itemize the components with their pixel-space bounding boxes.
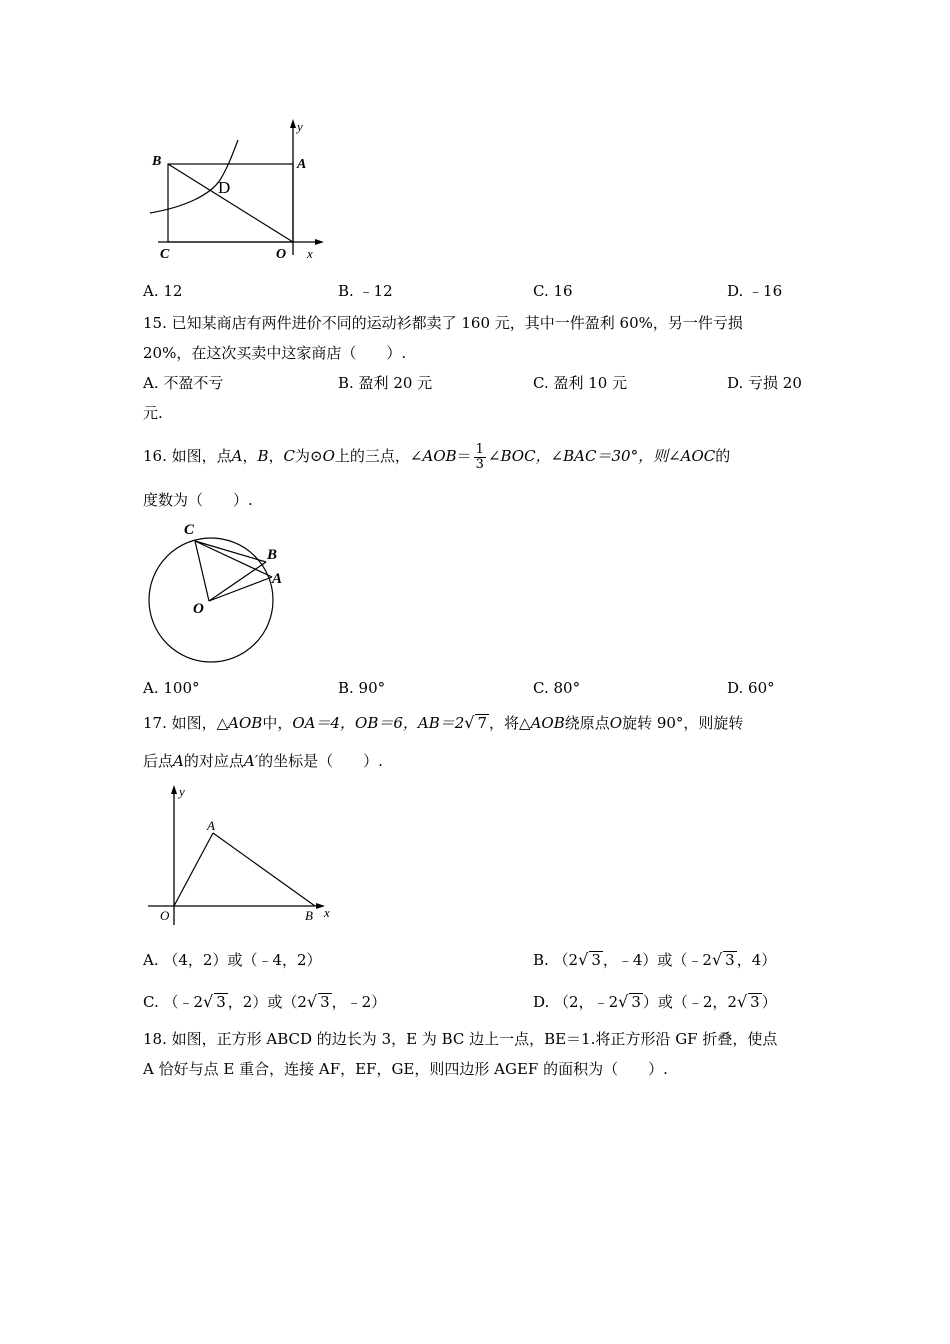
q17-text-a: 中， [262,714,293,732]
q16-prefix: 16. 如图，点 [143,447,232,465]
q18-stem-line2: A 恰好与点 E 重合，连接 AF，EF，GE，则四边形 AGEF 的面积为（ ）. [143,1060,668,1078]
q16-boc: ∠BOC，∠BAC＝30°，则∠AOC [487,447,716,465]
q14-label-O: O [276,247,287,262]
q17-option-b-r2: 3 [725,951,735,969]
q17-radical-sign: √ [464,713,475,732]
q14-option-d: D. ﹣16 [727,282,783,300]
q15-option-c: C. 盈利 10 元 [533,374,628,392]
q17-option-d-rad1: √ [618,992,629,1011]
q15-option-b: B. 盈利 20 元 [338,374,433,392]
q16-label-A: A [272,571,283,587]
q17-text-c: 绕原点 [564,714,610,732]
q14-label-B: B [152,154,162,169]
q16-option-b: B. 90° [338,679,386,697]
q14-label-A: A [297,157,307,172]
q17-option-b-r1: 3 [591,951,601,969]
q17-option-c-rad2: √ [306,992,318,1011]
q17-option-d-rad2: √ [736,992,748,1011]
q16-circle-o: O [322,447,335,465]
q16-stem-line1 [143,440,730,472]
q17-figure [140,780,340,930]
q17-label-x: x [324,905,330,920]
q17-aob2: AOB [530,714,565,732]
q17-option-c [143,992,386,1012]
q17-point-a-prime: A′ [243,752,259,770]
q14-label-x: x [307,246,313,261]
q16-label-C: C [184,522,195,538]
q16-label-B: B [267,547,278,563]
q16-fraction [474,443,486,472]
q17-label-B: B [305,908,313,923]
q14-option-a: A. 12 [143,282,183,300]
q17-line2-c: 的坐标是（ ）. [258,752,383,770]
q16-suffix: 的 [715,447,731,465]
q16-figure [140,515,290,670]
q15-option-a: A. 不盈不亏 [143,374,224,392]
q16-aob: AOB [422,447,457,465]
q17-stem-line1 [143,713,743,733]
q14-label-y: y [297,119,303,134]
q17-label-A: A [207,818,215,833]
q18-stem-line1: 18. 如图，正方形 ABCD 的边长为 3，E 为 BC 边上一点，BE＝1.将正方形沿 GF 折叠，使点 [143,1030,778,1048]
q17-stem-line2 [143,751,383,771]
q17-lengths: OA＝4，OB＝6，AB＝2 [292,714,465,732]
q17-text-b: ，将△ [489,714,531,732]
q17-radicand: 7 [477,714,488,732]
q17-option-b-rad2: √ [711,950,723,969]
q16-point-c: C [283,447,296,465]
q16-mid2: 上的三点，∠ [334,447,423,465]
q17-option-c-r1: 3 [216,993,226,1011]
q16-label-O: O [193,601,204,617]
q17-option-c-post: ，﹣2） [331,993,387,1011]
q17-text-d: 旋转 90°，则旋转 [622,714,744,732]
q17-line2-b: 的对应点 [183,752,244,770]
q17-option-b-pre: B. （2 [533,951,579,969]
q17-option-d-pre: D. （2，﹣2 [533,993,619,1011]
q17-option-b-rad1: √ [578,950,589,969]
q16-sep2: ， [268,447,284,465]
q17-option-d-mid: ）或（﹣2，2 [642,993,737,1011]
q14-figure [140,115,340,270]
q17-option-d-post: ） [761,993,777,1011]
q17-point-a: A [173,752,184,770]
q16-option-d: D. 60° [727,679,775,697]
q17-prefix: 17. 如图，△ [143,714,229,732]
q16-option-c: C. 80° [533,679,581,697]
q17-option-c-pre: C. （﹣2 [143,993,204,1011]
q16-option-a: A. 100° [143,679,200,697]
q16-point-b: B [257,447,269,465]
q17-option-d [533,992,777,1012]
q17-aob: AOB [228,714,263,732]
q16-stem-line2: 度数为（ ）. [143,491,253,509]
q14-option-c: C. 16 [533,282,573,300]
q16-sep1: ， [242,447,258,465]
q16-mid: 为⊙ [295,447,323,465]
q17-option-b-mid: ，﹣4）或（﹣2 [602,951,712,969]
q15-option-d-wrap: 元. [143,404,163,422]
q16-point-a: A [231,447,243,465]
q17-origin: O [609,714,623,732]
q14-label-C: C [160,247,170,262]
q16-frac-num: 1 [475,441,484,457]
q14-label-D: D [218,178,231,197]
q17-option-b-post: ，4） [736,951,777,969]
q17-option-d-r2: 3 [750,993,760,1011]
q17-label-y: y [179,784,185,799]
q16-frac-den: 3 [475,456,484,472]
q17-option-c-mid: ，2）或（2 [227,993,307,1011]
q16-eq: ＝ [456,447,472,465]
q17-option-c-rad1: √ [203,992,214,1011]
q15-option-d: D. 亏损 20 [727,374,802,392]
q15-stem-line1: 15. 已知某商店有两件进价不同的运动衫都卖了 160 元，其中一件盈利 60%，另一件亏损 [143,314,743,332]
q17-label-O: O [160,908,170,923]
q14-option-b: B. ﹣12 [338,282,393,300]
q17-line2-a: 后点 [143,752,174,770]
q17-option-a: A. （4，2）或（﹣4，2） [143,951,322,969]
q15-stem-line2: 20%，在这次买卖中这家商店（ ）. [143,344,407,362]
q17-option-c-r2: 3 [320,993,330,1011]
q17-option-b [533,950,776,970]
q17-option-d-r1: 3 [631,993,641,1011]
